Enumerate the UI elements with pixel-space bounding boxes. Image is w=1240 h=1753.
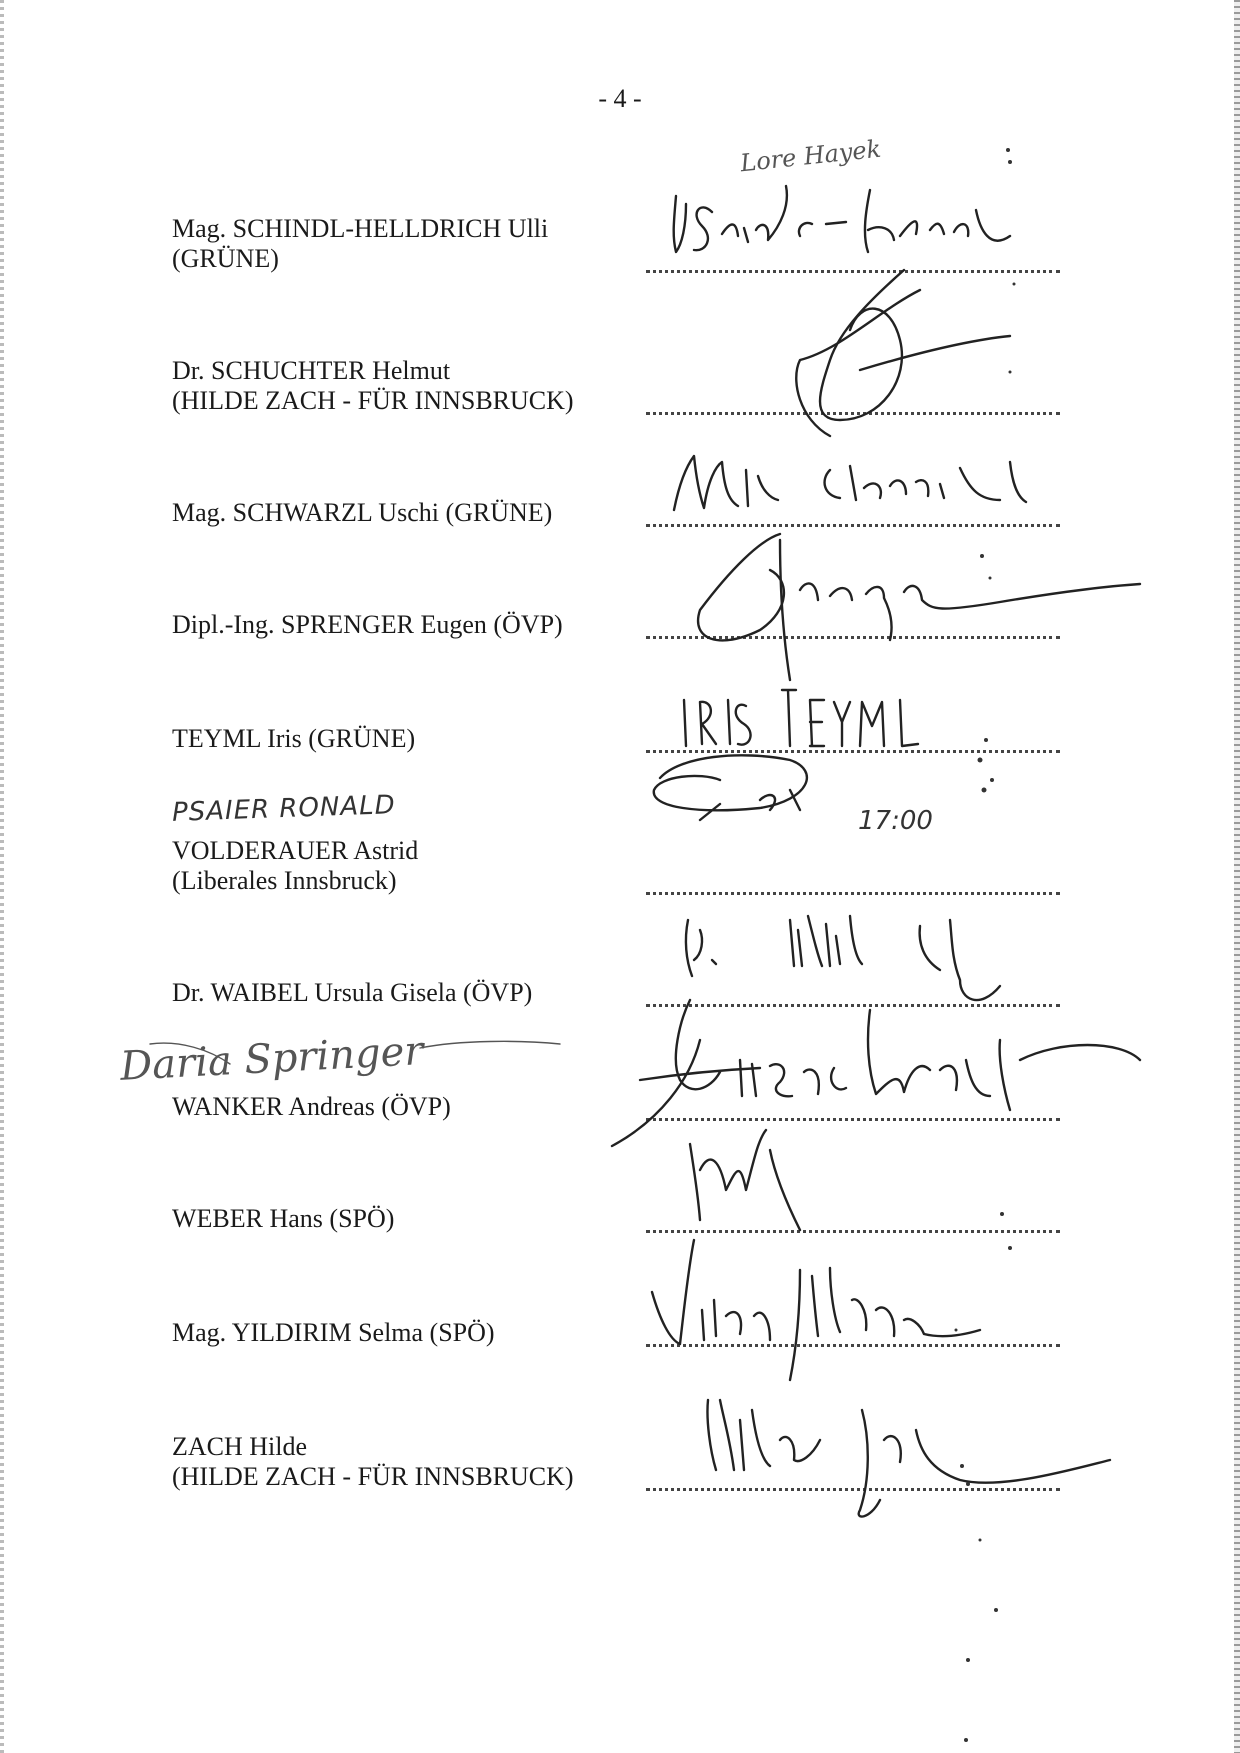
signatory-party: (Liberales Innsbruck) — [172, 866, 397, 895]
signatory-name-line1: Mag. SCHINDL-HELLDRICH Ulli — [172, 214, 549, 243]
page-number: - 4 - — [598, 84, 642, 113]
signatory-name: WEBER Hans (SPÖ) — [172, 1204, 395, 1233]
signatory-name: Dipl.-Ing. SPRENGER Eugen (ÖVP) — [172, 610, 563, 639]
signatory-party: (HILDE ZACH - FÜR INNSBRUCK) — [172, 1462, 574, 1491]
handwritten-time: 17:00 — [858, 806, 933, 836]
signatory-name-line1: VOLDERAUER Astrid — [172, 836, 419, 865]
handwritten-substitute-name: Daria Springer — [119, 1028, 425, 1090]
signatory-party: (GRÜNE) — [172, 244, 279, 273]
signatory-name-line1: ZACH Hilde — [172, 1432, 308, 1461]
signatory-name: WANKER Andreas (ÖVP) — [172, 1092, 451, 1121]
handwritten-substitute-name: PSAIER RONALD — [171, 790, 397, 828]
signatory-party: (HILDE ZACH - FÜR INNSBRUCK) — [172, 386, 574, 415]
signatory-name: Mag. YILDIRIM Selma (SPÖ) — [172, 1318, 495, 1347]
handwritten-note: Lore Hayek — [738, 134, 883, 178]
signatory-name: Dr. WAIBEL Ursula Gisela (ÖVP) — [172, 978, 533, 1007]
signatory-name: Mag. SCHWARZL Uschi (GRÜNE) — [172, 498, 553, 527]
signatory-name: TEYML Iris (GRÜNE) — [172, 724, 416, 753]
signatory-name-line1: Dr. SCHUCHTER Helmut — [172, 356, 451, 385]
